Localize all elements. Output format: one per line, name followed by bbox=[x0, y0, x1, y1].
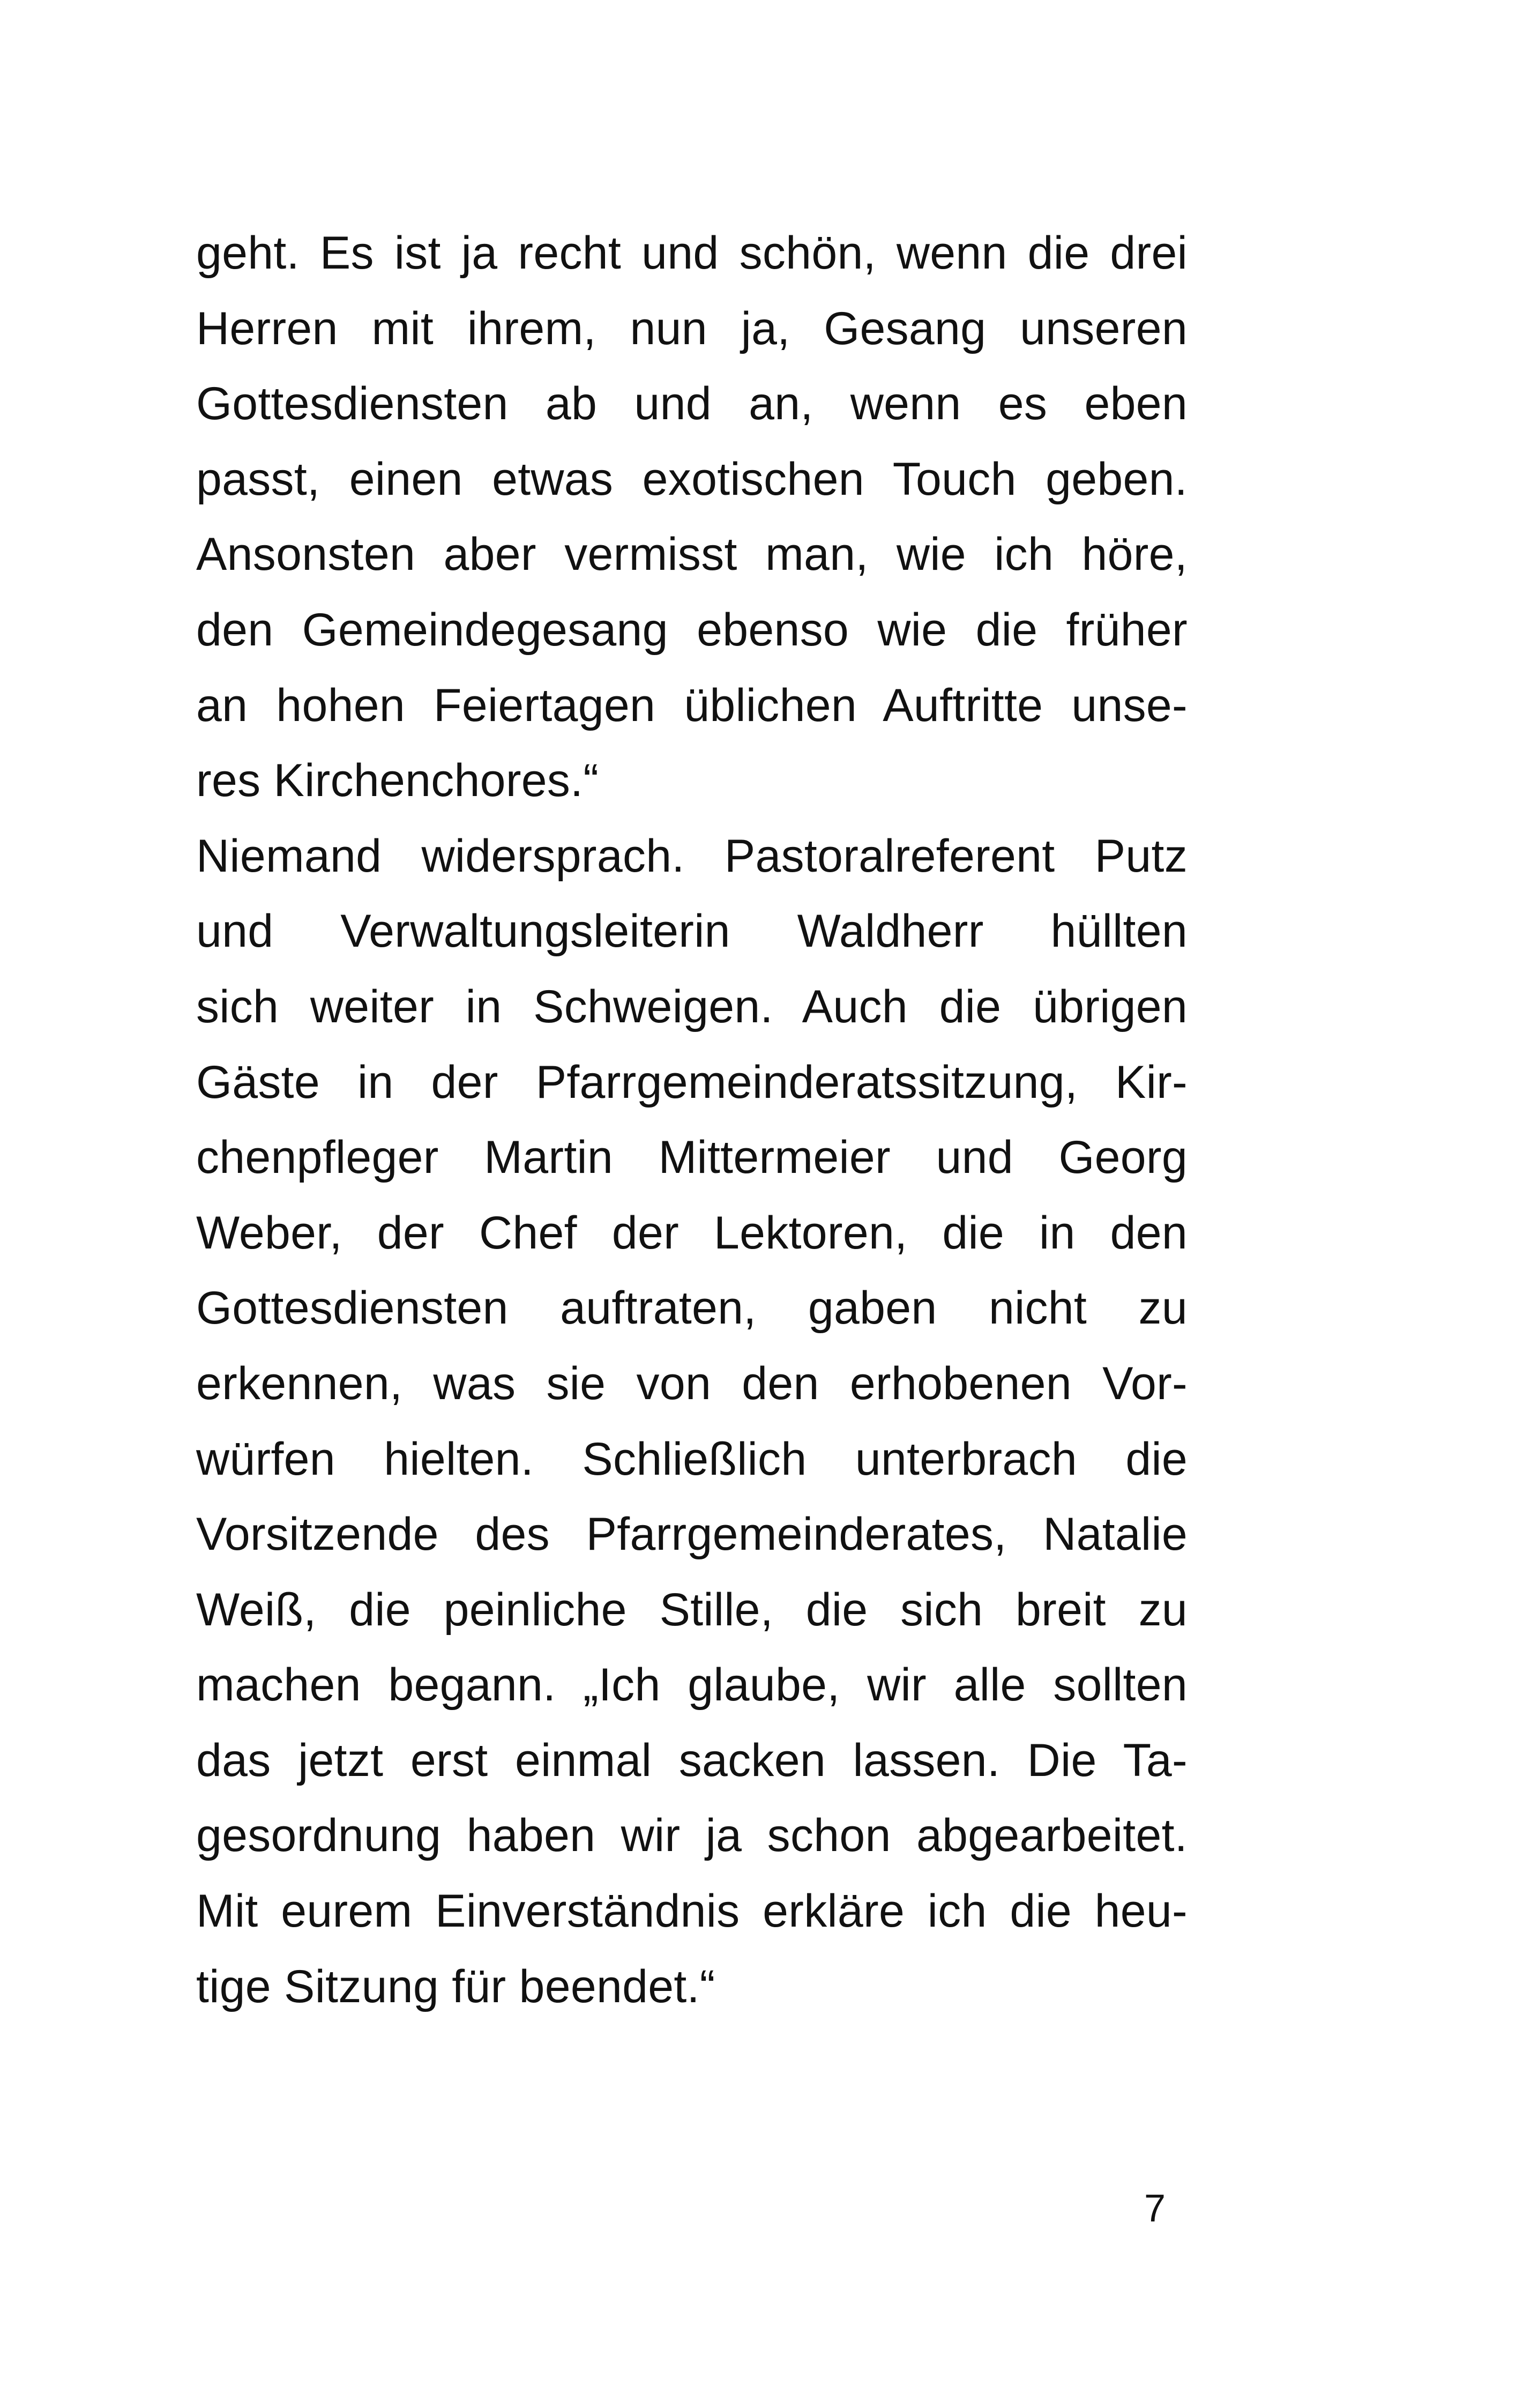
text-line: Gottesdiensten ab und an, wenn es eben bbox=[196, 378, 1188, 430]
text-line: erkennen, was sie von den erhobenen Vor- bbox=[196, 1357, 1188, 1409]
text-line: chenpfleger Martin Mittermeier und Georg bbox=[196, 1132, 1188, 1184]
text-line: Gottesdiensten auftraten, gaben nicht zu bbox=[196, 1282, 1188, 1334]
text-line: Gäste in der Pfarrgemeinderatssitzung, Kir- bbox=[196, 1056, 1188, 1108]
text-line: würfen hielten. Schließlich unterbrach die bbox=[196, 1433, 1188, 1485]
text-line: Mit eurem Einverständnis erkläre ich die heu- bbox=[196, 1885, 1188, 1937]
paragraph-1 bbox=[196, 215, 1188, 819]
text-line: machen begann. „Ich glaube, wir alle sollten bbox=[196, 1659, 1188, 1711]
text-line: passt, einen etwas exotischen Touch geben. bbox=[196, 453, 1188, 505]
text-line: das jetzt erst einmal sacken lassen. Die Ta- bbox=[196, 1734, 1188, 1786]
page-number: 7 bbox=[1144, 2187, 1166, 2230]
text-line: sich weiter in Schweigen. Auch die übrigen bbox=[196, 980, 1188, 1032]
text-line: Vorsitzende des Pfarrgemeinderates, Natalie bbox=[196, 1508, 1188, 1560]
text-line: Herren mit ihrem, nun ja, Gesang unseren bbox=[196, 302, 1188, 354]
text-line: gesordnung haben wir ja schon abgearbeitet. bbox=[196, 1810, 1188, 1862]
text-line: geht. Es ist ja recht und schön, wenn die drei bbox=[196, 227, 1188, 279]
text-line: Ansonsten aber vermisst man, wie ich höre, bbox=[196, 529, 1188, 581]
paragraph-2 bbox=[196, 819, 1188, 2025]
text-line: res Kirchenchores.“ bbox=[196, 755, 599, 807]
text-line: tige Sitzung für beendet.“ bbox=[196, 1960, 715, 2012]
text-line: an hohen Feiertagen üblichen Auftritte unse- bbox=[196, 679, 1188, 731]
text-line: Weber, der Chef der Lektoren, die in den bbox=[196, 1207, 1188, 1259]
body-text bbox=[196, 215, 1188, 2024]
text-line: den Gemeindegesang ebenso wie die früher bbox=[196, 604, 1188, 656]
text-line: Niemand widersprach. Pastoralreferent Putz bbox=[196, 830, 1188, 882]
text-line: und Verwaltungsleiterin Waldherr hüllten bbox=[196, 905, 1188, 957]
text-line: Weiß, die peinliche Stille, die sich breit zu bbox=[196, 1584, 1188, 1636]
